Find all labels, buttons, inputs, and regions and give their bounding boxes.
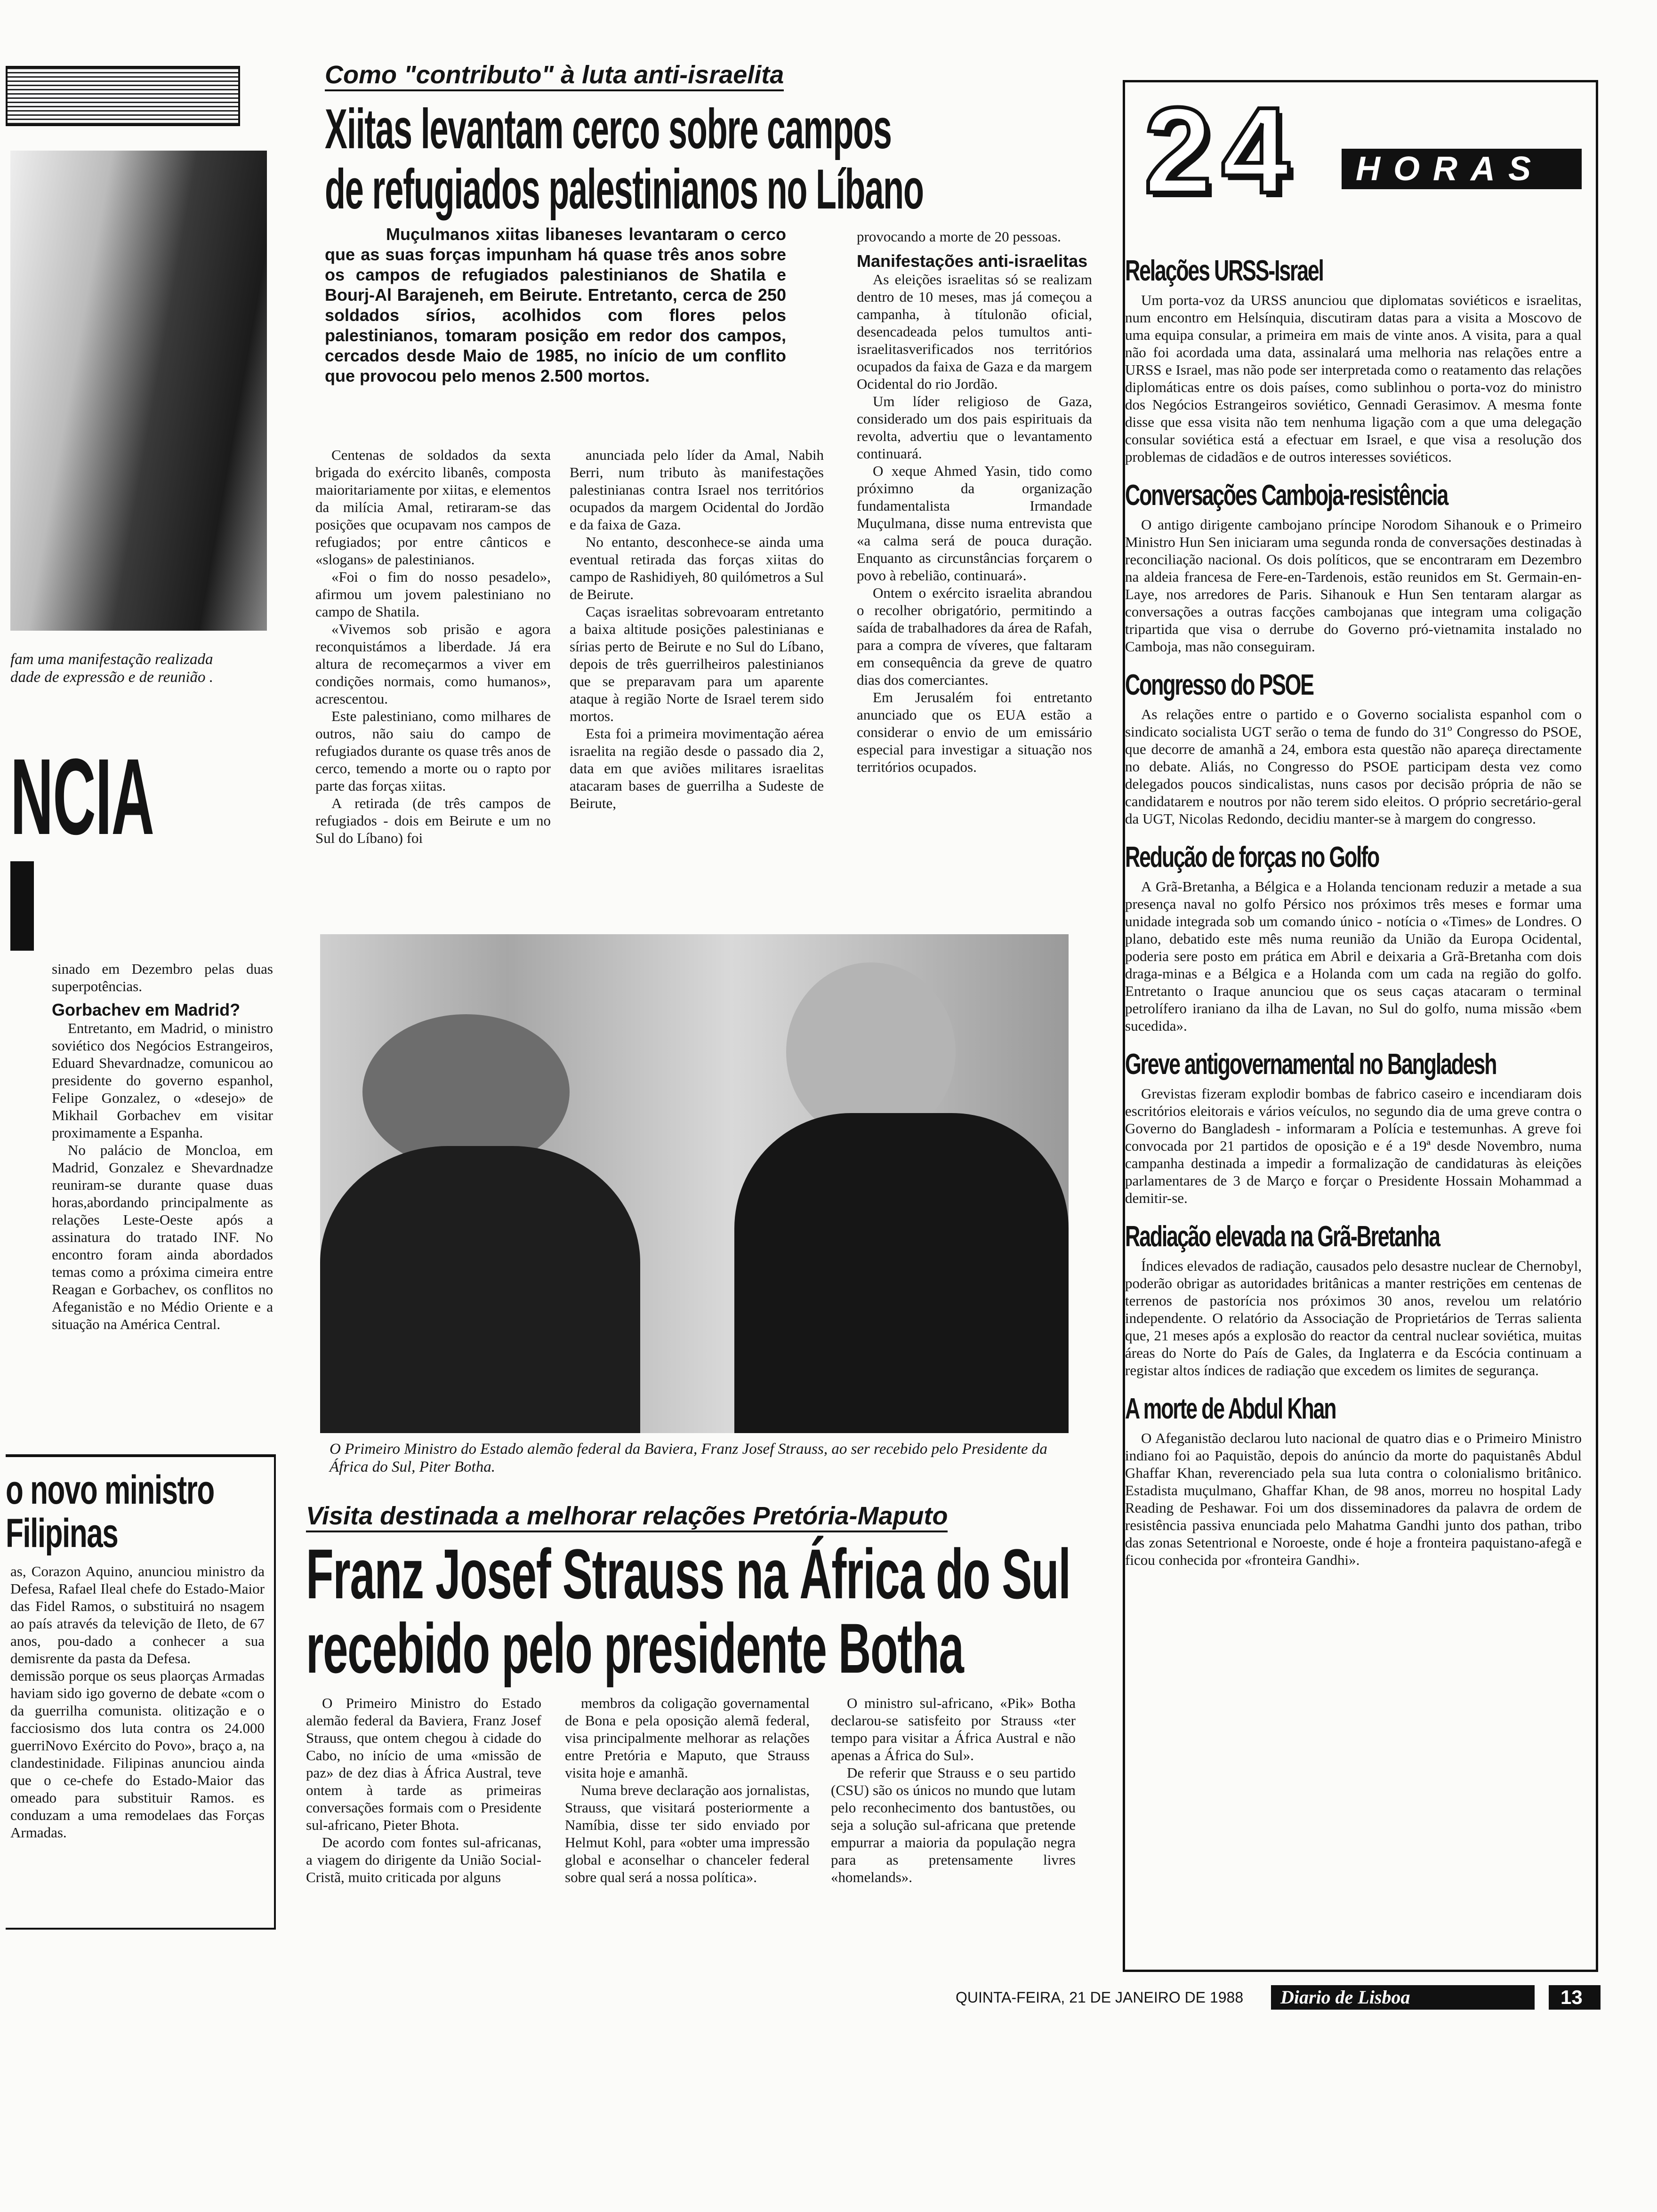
left-dark-block: [10, 861, 34, 951]
sidebar-item-body: Índices elevados de radiação, causados pelo desastre nuclear de Chernobyl, poderão obrigar as autoridades britânicas a manter restrições em centenas de terrenos de pastorícia nos próximos 30 anos, revelou um relatório independente. O relatório da Associação de Proprietários de Terras salienta que, 21 meses após a explosão do reactor da central nuclear soviética, muitas áreas do Norte do País de Gales, da Inglaterra e da Escócia continuam a registar altos índices de radiação que excedem os limites de segurança.: [1125, 1258, 1582, 1378]
sidebar-item-title: Greve antigovernamental no Bangladesh: [1125, 1048, 1496, 1081]
left-column: [52, 960, 273, 1333]
left-photo-caption: fam uma manifestação realizada dade de expressão e de reunião .: [10, 651, 214, 686]
sidebar-items: [1125, 254, 1582, 1573]
left-header-band: [6, 66, 240, 126]
sidebar-item: [1125, 1048, 1582, 1207]
main-col1: Centenas de soldados da sexta brigada do exército libanês, composta maioritariamente por xiitas, e elementos da milícia Amal, retiraram-se das posições que ocupavam nos campos de refugiados; por entre cânticos e «slogans» de palestinianos. «Foi o fim do nosso pesadelo», afirmou um jovem palestiniano no campo de Shatila. «Vivemos sob prisão e agora reconquistámos a liberdade. Já era altura de recomeçarmos a viver em condições normais, como humanos», acrescentou. Este palestiniano, como milhares de outros, não saiu do campo de refugiados durante os quase três anos de cerco, temendo a morte ou o rapto por parte das forças xiitas. A retirada (de três campos de refugiados - dois em Beirute e um no Sul do Líbano) foi: [315, 447, 551, 846]
left-big-word: NCIA: [10, 736, 154, 857]
strauss-photo-caption: O Primeiro Ministro do Estado alemão federal da Baviera, Franz Josef Strauss, ao ser recebido pelo Presidente da África do Sul, Piter Botha.: [330, 1441, 1047, 1475]
main-headline: Xiitas levantam cerco sobre campos de refugiados palestinianos no Líbano: [325, 97, 924, 221]
footer-page-number: 13: [1560, 1986, 1583, 2008]
left-story2-paragraph: as, Corazon Aquino, anunciou ministro da Defesa, Rafael Ileal chefe do Estado-Maior das Fidel Ramos, o substituirá no nsagem ao país através da televição de Ileto, de 67 anos, pou-dado a conhecer a sua demisrente da pasta da Defesa.: [10, 1563, 265, 1667]
strauss-photo: [320, 934, 1069, 1433]
strauss-kicker: Visita destinada a melhorar relações Pretória-Maputo: [306, 1501, 948, 1532]
sidebar-item: [1125, 254, 1582, 465]
sidebar-digits: 24: [1144, 82, 1299, 219]
photo-figure-right-body: [734, 1113, 1069, 1433]
main-col2: anunciada pelo líder da Amal, Nabih Berri, num tributo às manifestações palestinianas contra Israel nos territórios ocupados da margem Ocidental do Jordão e da faixa de Gaza. No entanto, desconhece-se ainda uma eventual retirada das forças xiitas do campo de Rashidiyeh, 80 quilómetros a Sul de Beirute. Caças israelitas sobrevoaram entretanto a baixa altitude posições palestinianas e sírias perto de Beirute e no Sul do Líbano, depois de três guerrilheiros palestinianos que se preparavam para um aparente ataque à região Norte de Israel terem sido mortos. Esta foi a primeira movimentação aérea israelita na região desde o passado dia 2, data em que aviões militares israelitas atacaram bases de guerrilha a Sudeste de Beirute,: [570, 447, 824, 811]
footer-masthead: Diario de Lisboa: [1280, 1987, 1410, 2008]
strauss-col2: membros da coligação governamental de Bona e pela oposição alemã federal, visa principalmente melhorar as relações entre Pretória e Maputo, que Strauss visita hoje e amanhã. Numa breve declaração aos jornalistas, Strauss, que visitará posteriormente a Namíbia, disse ter sido enviado por Helmut Kohl, para «obter uma impressão global e aconselhar o chanceler federal sobre qual será a nossa política».: [565, 1695, 810, 1885]
left-story2-paragraph: demissão porque os seus plaorças Armadas haviam sido igo governo de debate «com o da guerrilha comunista. olitização e o facciosismo dos luta contra os 24.000 guerriNovo Exército do Povo», braço a, na clandestinidade. Filipinas anunciou ainda que o ce-chefe do Estado-Maior das omeado para substituir Ramos. es conduzam a uma remodelaes das Forças Armadas.: [10, 1667, 265, 1841]
left-photo: [10, 151, 267, 631]
sidebar-item: [1125, 1392, 1582, 1569]
strauss-col3: O ministro sul-africano, «Pik» Botha declarou-se satisfeito por Strauss «ter tempo para visitar a África Austral e não apenas a África do Sul». De referir que Strauss e o seu partido (CSU) são os únicos no mundo que lutam pelo reconhecimento dos bantustões, ou seja a solução sul-africana que pretende empurrar a maioria da população negra para as pretensamente livres «homelands».: [831, 1695, 1076, 1885]
sidebar-item-body: Um porta-voz da URSS anunciou que diplomatas soviéticos e israelitas, num encontro em Helsínquia, discutiram datas para a visita a Moscovo de uma equipa consular, a primeira em mais de vinte anos. A visita, para a qual não foi acordada uma data, assinalará uma melhoria nas relações entre a URSS e Israel, mas não pode ser interpretada como o reatamento das relações diplomáticas entre os dois países, como sublinhou o porta-voz do ministro dos Negócios Estrangeiros soviético, Gennadi Gerasimov. A mesma fonte disse que essa visita não tem nenhuma ligação com a que uma delegação consular soviética está a efectuar em Israel, e que visa a resolução dos problemas de cidadãos e de outros interesses soviéticos.: [1125, 292, 1582, 465]
sidebar-item-title: Redução de forças no Golfo: [1125, 841, 1379, 874]
photo-figure-left-body: [320, 1146, 640, 1433]
sidebar-item-body: As relações entre o partido e o Governo socialista espanhol com o sindicato socialista UGT serão o tema de fundo do 31º Congresso do PSOE, que decorre de amanhã a 24, embora esta questão não apareça directamente no debate. Aliás, no Congresso do PSOE participam desta vez como delegados poucos sindicalistas, nuns casos por decisão própria de não se candidatarem e noutros por não terem sido eleitos. O próprio secretário-geral da UGT, Nicolas Redondo, decidiu manter-se à margem do congresso.: [1125, 706, 1582, 827]
sidebar-item-title: Relações URSS-Israel: [1125, 255, 1323, 287]
sidebar-item-body: Grevistas fizeram explodir bombas de fabrico caseiro e incendiaram dois escritórios eleitorais e vários veículos, no segundo dia de uma greve contra o Governo do Bangladesh - informaram a Polícia e testemunhas. A greve foi convocada por 21 partidos de oposição e é a 19ª desde Novembro, numa campanha destinada a impedir a formalização de candidaturas às eleições parlamentares de 3 de Março e forçar o Presidente Hossain Mohammad a demitir-se.: [1125, 1085, 1582, 1206]
sidebar-item: [1125, 479, 1582, 655]
main-kicker: Como "contributo" à luta anti-israelita: [325, 60, 784, 91]
main-col3: provocando a morte de 20 pessoas. Manifestações anti-israelitas As eleições israelitas só se realizam dentro de 10 meses, mas já começou a campanha, à títulonão oficial, desencadeada pelos tumultos anti-israelitasverificados nos territórios ocupados da faixa de Gaza e da margem Ocidental do rio Jordão. Um líder religioso de Gaza, considerado um dos pais espirituais da revolta, advertiu que o levantamento continuará. O xeque Ahmed Yasin, tido como próximno da organização fundamentalista Irmandade Muçulmana, disse numa entrevista que «a calma será de pouca duração. Enquanto as circunstâncias forçarem o povo à rebelião, continuará». Ontem o exército israelita abrandou o recolher obrigatório, permitindo a saída de trabalhadores da área de Rafah, para a compra de víveres, que faltaram em consequência da greve de quatro dias dos comerciantes. Em Jerusalém foi entretanto anunciado que os EUA estão a considerar o envio de um emissário especial para investigar a situação nos territórios ocupados.: [857, 228, 1092, 775]
main-lead: Muçulmanos xiitas libaneses levantaram o cerco que as suas forças impunham há quase três anos sobre os campos de refugiados palestinianos de Shatila e Bourj-Al Barajeneh, em Beirute. Entretanto, cerca de 250 soldados sírios, acolhidos com flores pelos palestinianos, tomaram posição em redor dos campos, cercados desde Maio de 1985, no início de um conflito que provocou pelo menos 2.500 mortos.: [325, 224, 786, 385]
sidebar-item-title: Conversações Camboja-resistência: [1125, 479, 1448, 512]
sidebar-item: [1125, 1220, 1582, 1379]
left-col-top: sinado em Dezembro pelas duas superpotências.: [52, 961, 273, 994]
sidebar-label: HORAS: [1356, 150, 1544, 188]
sidebar-item-title: Radiação elevada na Grã-Bretanha: [1125, 1220, 1440, 1253]
sidebar-item: [1125, 841, 1582, 1034]
sidebar-item-title: A morte de Abdul Khan: [1125, 1393, 1336, 1425]
sidebar-item-body: A Grã-Bretanha, a Bélgica e a Holanda tencionam reduzir a metade a sua presença naval no golfo Pérsico nos próximos três meses e formar uma unidade integrada sob um comando único - notícia o «Times» de Londres. O plano, debatido este mês numa reunião da União da Europa Ocidental, poderia sere posto em prática em Abril e deixaria a Grã-Bretanha com dois draga-minas e a Bélgica e a Holanda com um cada na região do golfo. Entretanto o Iraque anunciou que os seus caças atacaram o terminal petrolífero iraniano da ilha de Lavan, no Sul do golfo, numa missão «bem sucedida».: [1125, 878, 1582, 1034]
sidebar-item-body: O Afeganistão declarou luto nacional de quatro dias e o Primeiro Ministro indiano foi ao Paquistão, depois do anúncio da morte do paquistanês Abdul Ghaffar Khan, reverenciado pela sua luta contra o colonialismo britânico. Estadista muçulmano, Ghaffar Khan, de 98 anos, morreu no hospital Lady Reading de Peshawar. Foi um dos disseminadores da palavra de ordem de resistência passiva enunciada pelo Mahatma Gandhi junto dos pathan, tribo das zonas Setentrional e Noroeste, onde é hoje a fronteira paquistano-afegã e ficou conhecida por «fronteira Gandhi».: [1125, 1430, 1582, 1568]
footer-date: QUINTA-FEIRA, 21 DE JANEIRO DE 1988: [956, 1989, 1244, 2006]
left-paragraph: No palácio de Moncloa, em Madrid, Gonzalez e Shevardnadze reuniram-se durante quase duas horas,abordando principalmente as relações Leste-Oeste após a assinatura do tratado INF. No encontro foram ainda abordados temas como a próxima cimeira entre Reagan e Gorbachev, os conflitos no Afeganistão e no Médio Oriente e a situação na América Central.: [52, 1142, 273, 1332]
strauss-headline: Franz Josef Strauss na África do Sul recebido pelo presidente Botha: [306, 1534, 1070, 1688]
main-subhead: Manifestações anti-israelitas: [857, 251, 1088, 271]
sidebar-item: [1125, 668, 1582, 827]
strauss-col1: O Primeiro Ministro do Estado alemão federal da Baviera, Franz Josef Strauss, que ontem chegou à cidade do Cabo, no início de uma «missão de paz» de dez dias à África Austral, teve ontem à tarde as primeiras conversações formais com o Presidente sul-africano, Pieter Bhota. De acordo com fontes sul-africanas, a viagem do dirigente da União Social-Cristã, muito criticada por alguns: [306, 1695, 541, 1885]
left-head2: o novo ministro Filipinas: [6, 1467, 214, 1556]
sidebar-item-body: O antigo dirigente cambojano príncipe Norodom Sihanouk e o Primeiro Ministro Hun Sen iniciaram uma segunda ronda de conversações destinadas à reconciliação nacional. Os dois políticos, que se encontraram em Dezembro na aldeia francesa de Fere-en-Tardenois, estão reunidos em St. Germain-en-Laye, nos arredores de Paris. Sihanouk e Hun Sen tentaram alargar as conversações a outras facções cambojanas que integram uma coligação tripartida que visa o derrube do Governo pró-vietnamita instalado no Camboja, mas não conseguiram.: [1125, 516, 1582, 655]
left-subhead: Gorbachev em Madrid?: [52, 1000, 241, 1019]
sidebar-item-title: Congresso do PSOE: [1125, 669, 1313, 701]
left-paragraph: Entretanto, em Madrid, o ministro soviético dos Negócios Estrangeiros, Eduard Shevardnadze, comunicou ao presidente do governo espanhol, Felipe Gonzalez, o «desejo» de Mikhail Gorbachev em visitar proximamente a Espanha.: [52, 1020, 273, 1141]
left-story2-text: [10, 1563, 265, 1841]
